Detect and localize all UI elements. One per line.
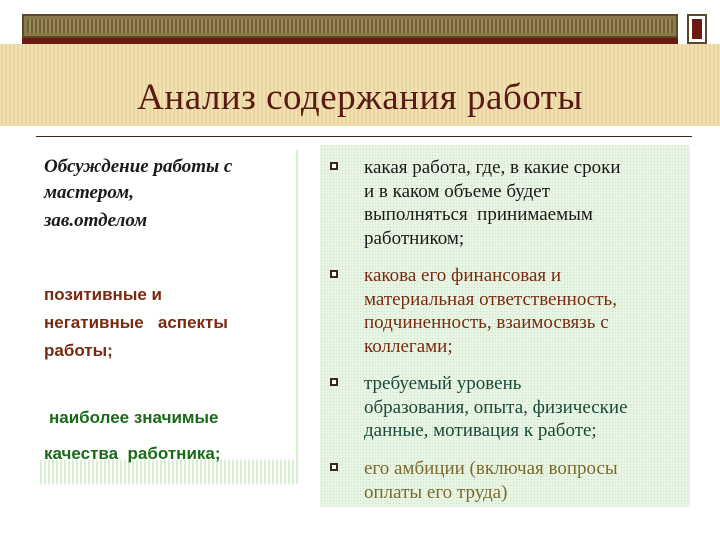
left-heading-line: Обсуждение работы с bbox=[44, 156, 233, 177]
aspects-line: работы; bbox=[44, 341, 113, 360]
title-divider bbox=[36, 136, 692, 137]
square-bullet-icon bbox=[330, 378, 338, 386]
top-decor-bar bbox=[22, 14, 678, 38]
qualities-line: наиболее значимые bbox=[49, 408, 219, 427]
left-heading-line: мастером, bbox=[44, 182, 134, 203]
slide-title: Анализ содержания работы bbox=[137, 77, 583, 118]
square-bullet-icon bbox=[330, 270, 338, 278]
left-heading-line: зав.отделом bbox=[44, 210, 148, 231]
aspects-line: позитивные и bbox=[44, 285, 162, 304]
aspects-line: негативные аспекты bbox=[44, 313, 228, 332]
qualities-line: качества работника; bbox=[44, 444, 221, 463]
square-bullet-icon bbox=[330, 162, 338, 170]
square-bullet-icon bbox=[330, 463, 338, 471]
corner-decor bbox=[687, 14, 707, 44]
